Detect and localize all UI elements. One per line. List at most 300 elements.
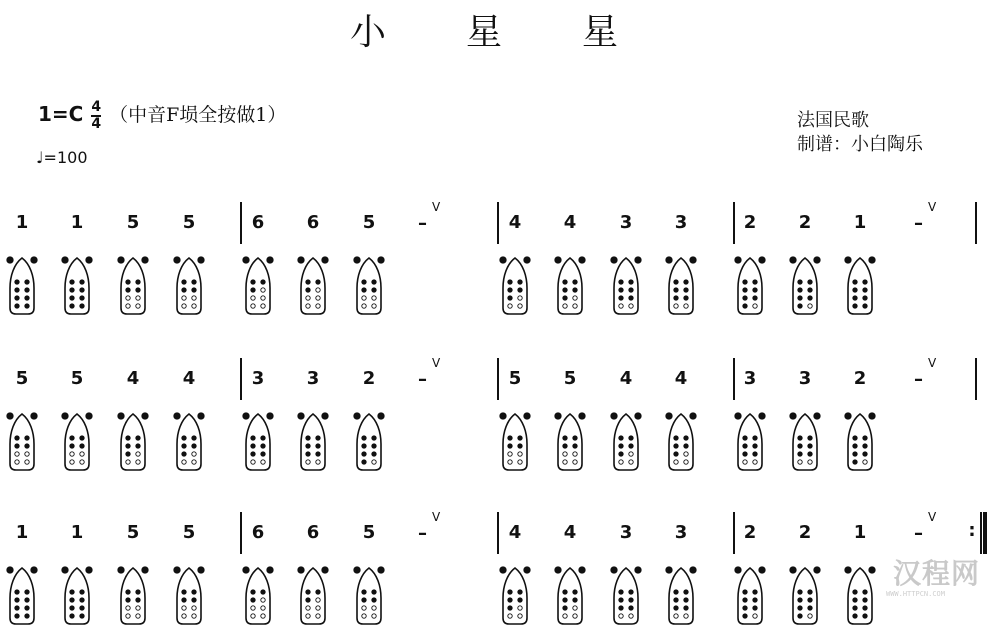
fingering-hole (869, 567, 875, 573)
fingering-hole (251, 590, 255, 594)
ocarina-fingering-icon (553, 564, 587, 628)
fingering-hole (15, 590, 19, 594)
fingering-hole (863, 280, 867, 284)
barline (497, 202, 499, 244)
fingering-hole (573, 444, 577, 448)
fingering-hole (563, 452, 567, 456)
fingering-hole (798, 444, 802, 448)
fingering-hole (808, 288, 812, 292)
fingering-hole (372, 452, 376, 456)
fingering-hole (316, 444, 320, 448)
fingering-hole (579, 257, 585, 263)
fingering-chart (241, 410, 275, 478)
fingering-hole (136, 606, 140, 610)
fingering-hole (563, 436, 567, 440)
fingering-hole (524, 257, 530, 263)
fingering-hole (555, 413, 561, 419)
fingering-hole (80, 590, 84, 594)
fingering-hole (743, 444, 747, 448)
fingering-hole (629, 304, 633, 308)
fingering-hole (31, 257, 37, 263)
fingering-hole (306, 452, 310, 456)
fingering-hole (743, 436, 747, 440)
fingering-hole (619, 296, 623, 300)
fingering-hole (378, 257, 384, 263)
fingering-hole (524, 567, 530, 573)
song-origin: 法国民歌 (797, 110, 869, 131)
fingering-hole (611, 257, 617, 263)
fingering-hole (126, 614, 130, 618)
fingering-hole (267, 257, 273, 263)
fingering-hole (251, 614, 255, 618)
quarter-note-icon: ♩ (36, 148, 44, 167)
ocarina-fingering-icon (352, 564, 386, 628)
fingering-hole (372, 436, 376, 440)
fingering-hole (518, 452, 522, 456)
fingering-hole (853, 280, 857, 284)
fingering-hole (70, 288, 74, 292)
fingering-hole (629, 296, 633, 300)
fingering-chart (352, 410, 386, 478)
fingering-hole (306, 444, 310, 448)
fingering-chart (116, 564, 150, 632)
fingering-chart (352, 254, 386, 322)
fingering-hole (362, 436, 366, 440)
fingering-hole (80, 452, 84, 456)
fingering-hole (674, 590, 678, 594)
note-number: 5 (15, 368, 29, 389)
fingering-hole (251, 460, 255, 464)
fingering-hole (508, 444, 512, 448)
fingering-hole (518, 460, 522, 464)
fingering-hole (80, 460, 84, 464)
fingering-hole (684, 304, 688, 308)
fingering-hole (753, 452, 757, 456)
fingering-hole (563, 444, 567, 448)
note-number: 2 (743, 212, 757, 233)
fingering-hole (261, 444, 265, 448)
fingering-hole (372, 460, 376, 464)
fingering-hole (306, 460, 310, 464)
fingering-chart (498, 410, 532, 478)
fingering-hole (142, 257, 148, 263)
fingering-hole (853, 288, 857, 292)
fingering-hole (674, 304, 678, 308)
fingering-hole (863, 590, 867, 594)
fingering-hole (126, 598, 130, 602)
fingering-hole (508, 452, 512, 456)
fingering-hole (759, 567, 765, 573)
fingering-hole (15, 452, 19, 456)
ocarina-fingering-icon (498, 254, 532, 318)
breath-mark: V (928, 510, 937, 524)
fingering-hole (508, 296, 512, 300)
fingering-hole (136, 304, 140, 308)
fingering-hole (86, 257, 92, 263)
fingering-hole (378, 413, 384, 419)
fingering-hole (674, 436, 678, 440)
fingering-chart (553, 564, 587, 632)
note-number: 3 (674, 212, 688, 233)
fingering-hole (267, 413, 273, 419)
fingering-hole (136, 590, 140, 594)
fingering-hole (261, 436, 265, 440)
fingering-hole (243, 257, 249, 263)
fingering-hole (251, 606, 255, 610)
song-title (350, 4, 618, 55)
fingering-hole (735, 567, 741, 573)
fingering-hole (743, 614, 747, 618)
fingering-hole (362, 460, 366, 464)
sustain-dash: – (914, 523, 923, 544)
fingering-chart (241, 564, 275, 632)
sustain-dash: – (418, 213, 427, 234)
ocarina-fingering-icon (352, 254, 386, 318)
fingering-hole (354, 567, 360, 573)
fingering-hole (524, 413, 530, 419)
ocarina-fingering-icon (498, 410, 532, 474)
ocarina-fingering-icon (553, 254, 587, 318)
fingering-hole (15, 614, 19, 618)
fingering-hole (136, 288, 140, 292)
fingering-hole (192, 460, 196, 464)
note-number: 3 (619, 212, 633, 233)
key-label: 1=C (38, 102, 84, 126)
note-number: 5 (126, 522, 140, 543)
fingering-hole (15, 436, 19, 440)
fingering-hole (182, 590, 186, 594)
fingering-hole (629, 606, 633, 610)
fingering-hole (573, 304, 577, 308)
fingering-hole (808, 436, 812, 440)
fingering-chart (296, 410, 330, 478)
fingering-hole (198, 413, 204, 419)
fingering-hole (666, 257, 672, 263)
fingering-hole (182, 614, 186, 618)
fingering-hole (629, 444, 633, 448)
ocarina-fingering-icon (60, 254, 94, 318)
fingering-hole (753, 590, 757, 594)
fingering-hole (579, 567, 585, 573)
fingering-hole (267, 567, 273, 573)
fingering-hole (674, 452, 678, 456)
note-number: 5 (126, 212, 140, 233)
fingering-chart (60, 254, 94, 322)
fingering-hole (261, 296, 265, 300)
fingering-hole (182, 296, 186, 300)
fingering-hole (635, 567, 641, 573)
fingering-hole (70, 436, 74, 440)
fingering-hole (192, 288, 196, 292)
fingering-hole (372, 590, 376, 594)
fingering-hole (808, 280, 812, 284)
fingering-hole (80, 280, 84, 284)
note-number: 4 (619, 368, 633, 389)
key-note: （中音F埙全按做1） (109, 104, 287, 126)
fingering-hole (790, 567, 796, 573)
fingering-hole (518, 444, 522, 448)
ocarina-fingering-icon (733, 564, 767, 628)
fingering-hole (753, 444, 757, 448)
fingering-hole (690, 567, 696, 573)
fingering-hole (684, 280, 688, 284)
fingering-hole (316, 606, 320, 610)
fingering-hole (372, 444, 376, 448)
fingering-hole (182, 460, 186, 464)
fingering-hole (316, 280, 320, 284)
fingering-hole (362, 598, 366, 602)
fingering-hole (563, 280, 567, 284)
fingering-hole (192, 606, 196, 610)
fingering-hole (798, 598, 802, 602)
fingering-hole (573, 590, 577, 594)
fingering-hole (316, 460, 320, 464)
fingering-hole (674, 460, 678, 464)
fingering-hole (629, 460, 633, 464)
fingering-hole (192, 590, 196, 594)
fingering-hole (15, 460, 19, 464)
fingering-hole (15, 444, 19, 448)
fingering-hole (743, 598, 747, 602)
fingering-hole (126, 452, 130, 456)
fingering-hole (316, 296, 320, 300)
ocarina-fingering-icon (5, 254, 39, 318)
fingering-chart (733, 410, 767, 478)
ocarina-fingering-icon (609, 564, 643, 628)
fingering-chart (788, 564, 822, 632)
fingering-hole (853, 304, 857, 308)
fingering-hole (863, 296, 867, 300)
fingering-chart (352, 564, 386, 632)
fingering-chart (843, 254, 877, 322)
fingering-hole (863, 436, 867, 440)
fingering-hole (70, 444, 74, 448)
fingering-hole (500, 567, 506, 573)
fingering-hole (251, 296, 255, 300)
fingering-hole (753, 280, 757, 284)
fingering-hole (573, 606, 577, 610)
fingering-hole (619, 280, 623, 284)
note-number: 4 (563, 522, 577, 543)
fingering-hole (62, 567, 68, 573)
fingering-hole (798, 452, 802, 456)
fingering-hole (863, 444, 867, 448)
fingering-hole (182, 304, 186, 308)
note-number: 3 (251, 368, 265, 389)
fingering-hole (126, 444, 130, 448)
fingering-hole (70, 280, 74, 284)
breath-mark: V (432, 200, 441, 214)
fingering-chart (843, 564, 877, 632)
fingering-hole (316, 288, 320, 292)
fingering-hole (354, 413, 360, 419)
fingering-hole (62, 413, 68, 419)
fingering-hole (629, 288, 633, 292)
fingering-chart (116, 410, 150, 478)
note-number: 2 (798, 522, 812, 543)
fingering-hole (182, 452, 186, 456)
fingering-hole (261, 614, 265, 618)
note-number: 5 (70, 368, 84, 389)
fingering-hole (322, 257, 328, 263)
fingering-hole (808, 614, 812, 618)
note-number: 4 (674, 368, 688, 389)
note-number: 4 (508, 212, 522, 233)
fingering-hole (80, 288, 84, 292)
fingering-hole (316, 614, 320, 618)
fingering-hole (192, 436, 196, 440)
fingering-hole (563, 288, 567, 292)
fingering-hole (518, 614, 522, 618)
fingering-hole (136, 452, 140, 456)
fingering-chart (664, 410, 698, 478)
fingering-hole (372, 296, 376, 300)
fingering-hole (635, 257, 641, 263)
fingering-hole (619, 606, 623, 610)
fingering-hole (863, 614, 867, 618)
fingering-hole (684, 444, 688, 448)
fingering-hole (251, 304, 255, 308)
fingering-chart (5, 564, 39, 632)
fingering-hole (563, 590, 567, 594)
fingering-hole (372, 598, 376, 602)
fingering-chart (172, 410, 206, 478)
fingering-hole (306, 304, 310, 308)
fingering-hole (182, 598, 186, 602)
fingering-hole (243, 567, 249, 573)
fingering-hole (362, 304, 366, 308)
fingering-hole (808, 296, 812, 300)
ocarina-fingering-icon (788, 254, 822, 318)
fingering-chart (553, 410, 587, 478)
watermark-logo: 汉程网 (892, 557, 980, 590)
fingering-hole (182, 606, 186, 610)
fingering-hole (798, 436, 802, 440)
fingering-hole (555, 257, 561, 263)
fingering-hole (316, 436, 320, 440)
fingering-hole (372, 304, 376, 308)
fingering-hole (753, 436, 757, 440)
fingering-hole (298, 567, 304, 573)
fingering-hole (518, 606, 522, 610)
fingering-hole (518, 296, 522, 300)
fingering-hole (619, 436, 623, 440)
fingering-hole (853, 296, 857, 300)
note-number: 5 (182, 522, 196, 543)
fingering-hole (243, 413, 249, 419)
ocarina-fingering-icon (843, 410, 877, 474)
fingering-hole (126, 436, 130, 440)
fingering-hole (508, 280, 512, 284)
ocarina-fingering-icon (116, 410, 150, 474)
ocarina-fingering-icon (60, 564, 94, 628)
ocarina-fingering-icon (241, 254, 275, 318)
fingering-hole (743, 304, 747, 308)
barline (733, 202, 735, 244)
fingering-hole (7, 257, 13, 263)
fingering-hole (192, 614, 196, 618)
fingering-hole (261, 590, 265, 594)
fingering-hole (182, 288, 186, 292)
note-number: 2 (362, 368, 376, 389)
fingering-hole (619, 304, 623, 308)
repeat-end-barline (983, 512, 987, 554)
ocarina-fingering-icon (172, 254, 206, 318)
fingering-hole (674, 598, 678, 602)
sustain-dash: – (418, 523, 427, 544)
fingering-hole (863, 598, 867, 602)
fingering-hole (573, 598, 577, 602)
repeat-dots: : (968, 520, 976, 541)
fingering-hole (192, 598, 196, 602)
fingering-hole (306, 288, 310, 292)
fingering-hole (674, 614, 678, 618)
ocarina-fingering-icon (296, 254, 330, 318)
fingering-hole (70, 614, 74, 618)
barline (975, 358, 977, 400)
fingering-hole (136, 436, 140, 440)
note-number: 1 (70, 522, 84, 543)
fingering-hole (808, 452, 812, 456)
fingering-hole (298, 413, 304, 419)
fingering-hole (619, 444, 623, 448)
ocarina-fingering-icon (843, 564, 877, 628)
fingering-chart (664, 254, 698, 322)
fingering-hole (629, 614, 633, 618)
fingering-hole (182, 436, 186, 440)
fingering-hole (563, 296, 567, 300)
note-number: 5 (362, 522, 376, 543)
barline (497, 358, 499, 400)
fingering-hole (666, 413, 672, 419)
note-number: 2 (853, 368, 867, 389)
fingering-hole (142, 567, 148, 573)
fingering-hole (354, 257, 360, 263)
fingering-hole (136, 598, 140, 602)
fingering-hole (15, 280, 19, 284)
note-number: 5 (362, 212, 376, 233)
fingering-hole (684, 590, 688, 594)
fingering-chart (172, 564, 206, 632)
fingering-hole (298, 257, 304, 263)
fingering-hole (251, 452, 255, 456)
fingering-hole (808, 304, 812, 308)
fingering-hole (118, 257, 124, 263)
fingering-hole (136, 280, 140, 284)
fingering-hole (619, 288, 623, 292)
fingering-hole (684, 606, 688, 610)
fingering-hole (743, 296, 747, 300)
fingering-hole (753, 296, 757, 300)
fingering-hole (362, 444, 366, 448)
note-number: 6 (306, 522, 320, 543)
fingering-hole (142, 413, 148, 419)
fingering-hole (611, 413, 617, 419)
fingering-hole (192, 296, 196, 300)
fingering-hole (629, 590, 633, 594)
fingering-hole (126, 590, 130, 594)
ocarina-fingering-icon (733, 410, 767, 474)
fingering-chart (843, 410, 877, 478)
fingering-hole (80, 606, 84, 610)
fingering-hole (798, 460, 802, 464)
fingering-hole (198, 257, 204, 263)
ocarina-fingering-icon (664, 410, 698, 474)
fingering-hole (192, 280, 196, 284)
fingering-hole (863, 452, 867, 456)
fingering-hole (306, 296, 310, 300)
fingering-chart (788, 254, 822, 322)
